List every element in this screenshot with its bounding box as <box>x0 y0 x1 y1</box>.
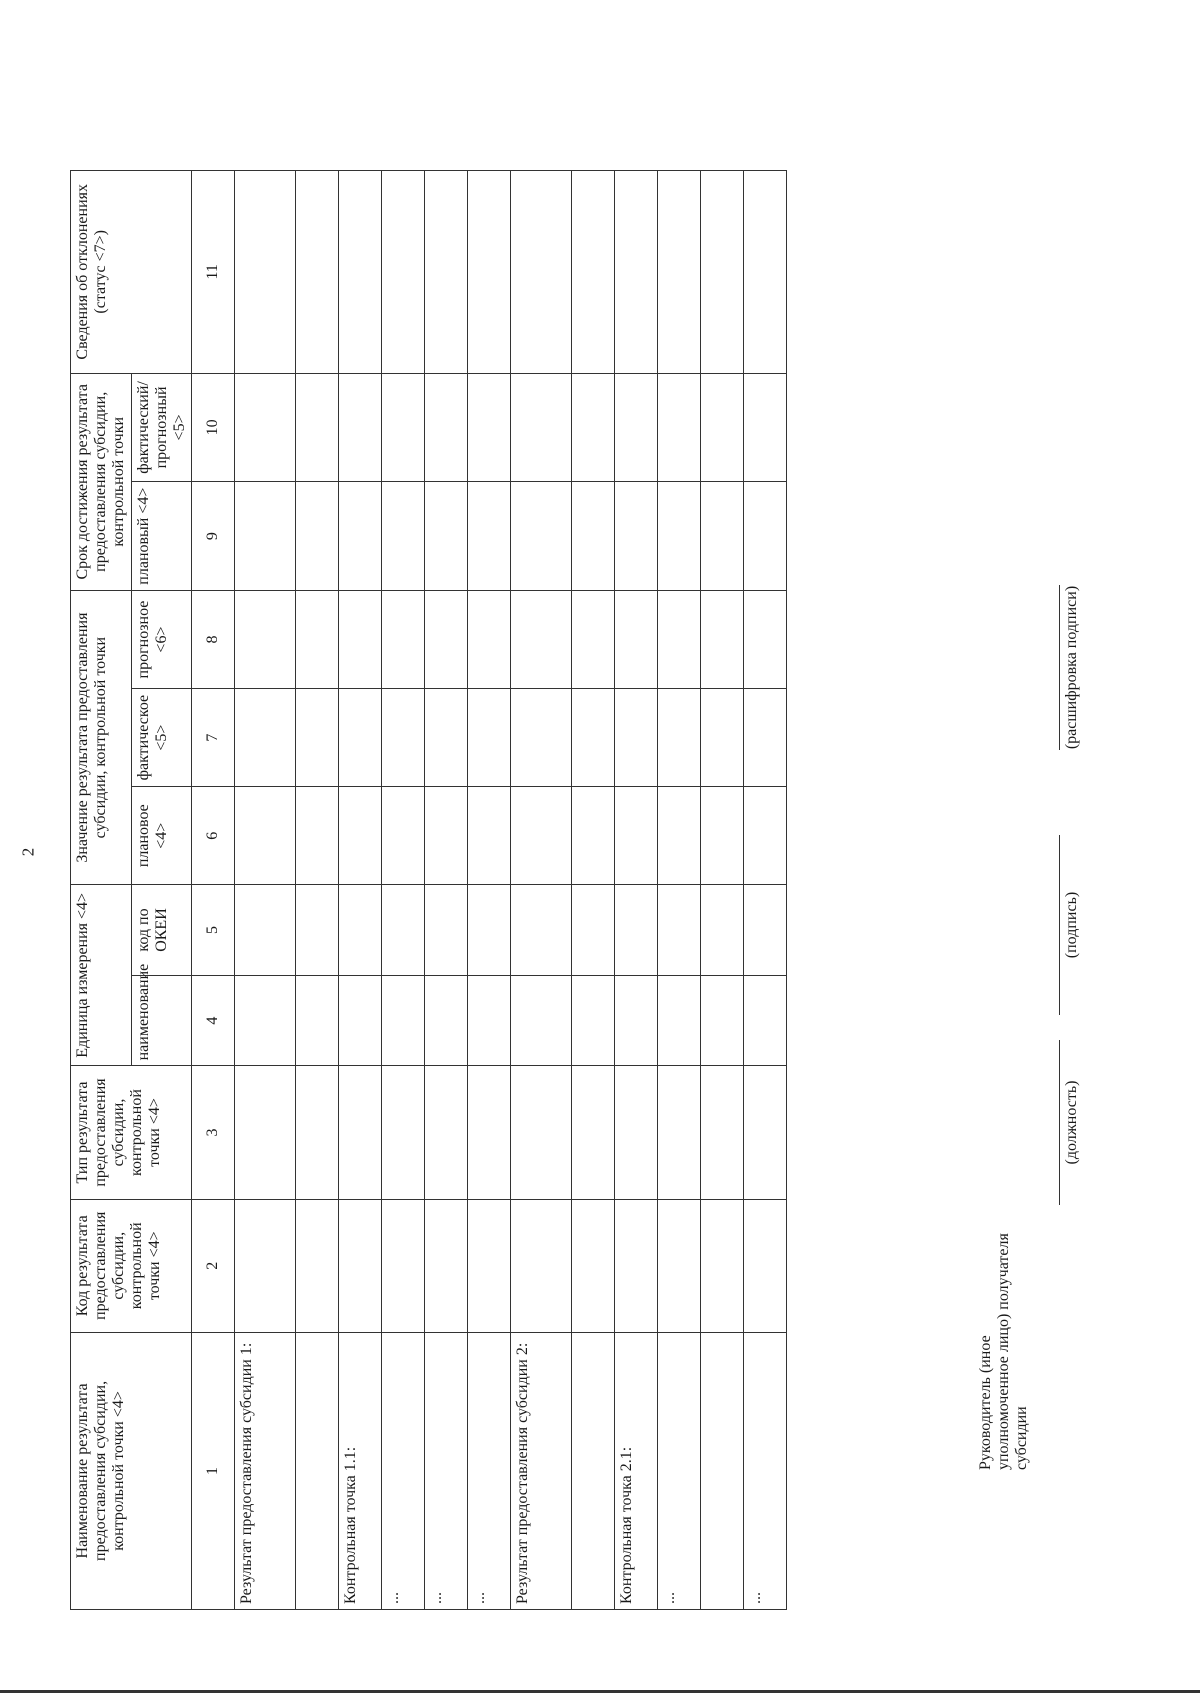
column-number: 1 <box>192 1332 235 1609</box>
table-cell <box>744 1199 787 1332</box>
table-cell <box>425 689 468 787</box>
table-cell <box>572 171 615 374</box>
table-cell <box>744 787 787 885</box>
table-cell <box>701 787 744 885</box>
table-cell <box>701 373 744 482</box>
signature-line <box>1059 835 1060 1015</box>
row-label: Контрольная точка 2.1: <box>615 1332 658 1609</box>
table-cell <box>382 171 425 374</box>
decoding-caption: (расшифровка подписи) <box>1063 585 1080 750</box>
table-row <box>425 171 468 1610</box>
table-cell <box>425 1066 468 1199</box>
column-number: 4 <box>192 975 235 1066</box>
table-cell <box>468 1066 511 1199</box>
table-cell <box>658 482 701 591</box>
header-value-plan: плановое <4> <box>131 787 192 885</box>
table-cell <box>425 482 468 591</box>
table-cell <box>511 1199 572 1332</box>
table-cell <box>296 1199 339 1332</box>
table-cell <box>468 787 511 885</box>
table-cell <box>615 1199 658 1332</box>
signature-caption: (подпись) <box>1063 891 1080 959</box>
column-number: 2 <box>192 1199 235 1332</box>
table-cell <box>701 975 744 1066</box>
table-cell <box>701 689 744 787</box>
table-row <box>615 171 658 1610</box>
table-cell <box>339 787 382 885</box>
table-cell <box>701 1199 744 1332</box>
table-cell <box>511 689 572 787</box>
table-cell <box>701 1066 744 1199</box>
table-cell <box>382 975 425 1066</box>
table-cell <box>658 1199 701 1332</box>
table-cell <box>339 689 382 787</box>
table-cell <box>468 373 511 482</box>
table-row <box>658 171 701 1610</box>
table-cell <box>615 885 658 976</box>
table-cell <box>701 885 744 976</box>
scan-edge-rule <box>0 1690 1200 1693</box>
table-cell <box>235 975 296 1066</box>
table-row <box>296 171 339 1610</box>
table-cell <box>615 689 658 787</box>
signature-block <box>977 170 1127 1470</box>
table-cell <box>511 1066 572 1199</box>
table-cell <box>572 482 615 591</box>
table-cell <box>658 591 701 689</box>
table-cell <box>572 787 615 885</box>
table-cell <box>572 689 615 787</box>
table-cell <box>296 373 339 482</box>
row-label: ... <box>658 1332 701 1609</box>
table-row <box>744 171 787 1610</box>
table-cell <box>572 1066 615 1199</box>
table-cell <box>468 482 511 591</box>
table-cell <box>658 171 701 374</box>
table-cell <box>235 689 296 787</box>
column-number: 5 <box>192 885 235 976</box>
table-cell <box>296 171 339 374</box>
table-row <box>382 171 425 1610</box>
table-cell <box>701 171 744 374</box>
table-cell <box>572 975 615 1066</box>
table-cell <box>615 591 658 689</box>
table-cell <box>296 591 339 689</box>
signatory-title: Руководитель (иное уполномоченное лицо) получателя субсидии <box>977 1233 1030 1470</box>
table-cell <box>615 482 658 591</box>
table-cell <box>511 171 572 374</box>
table-cell <box>744 373 787 482</box>
table-row <box>468 171 511 1610</box>
header-term-plan: плановый <4> <box>131 482 192 591</box>
header-term: Срок достижения результата предоставления субсидии, контрольной точки <box>71 373 132 590</box>
row-label: Результат предоставления субсидии 1: <box>235 1332 296 1609</box>
table-cell <box>744 885 787 976</box>
decoding-line <box>1059 585 1060 750</box>
table-cell <box>339 1199 382 1332</box>
table-cell <box>744 689 787 787</box>
table-row <box>701 171 744 1610</box>
row-label: Контрольная точка 1.1: <box>339 1332 382 1609</box>
table-cell <box>658 885 701 976</box>
table-cell <box>615 171 658 374</box>
table-cell <box>339 591 382 689</box>
table-cell <box>572 591 615 689</box>
table-cell <box>468 171 511 374</box>
header-unit-name: наименование <box>131 975 192 1066</box>
table-cell <box>744 591 787 689</box>
table-cell <box>235 373 296 482</box>
table-cell <box>425 373 468 482</box>
table-cell <box>511 373 572 482</box>
table-cell <box>658 689 701 787</box>
table-row <box>572 171 615 1610</box>
table-cell <box>425 787 468 885</box>
column-numbers-row <box>192 171 235 1610</box>
table-cell <box>744 482 787 591</box>
table-cell <box>296 787 339 885</box>
column-number: 10 <box>192 373 235 482</box>
table-cell <box>296 1066 339 1199</box>
header-unit-okei: код по ОКЕИ <box>131 885 192 976</box>
table-cell <box>615 975 658 1066</box>
position-line <box>1059 1040 1060 1205</box>
table-cell <box>235 885 296 976</box>
table-cell <box>468 591 511 689</box>
table-cell <box>339 373 382 482</box>
table-cell <box>339 171 382 374</box>
table-cell <box>382 1199 425 1332</box>
table-cell <box>339 975 382 1066</box>
table-row <box>511 171 572 1610</box>
table-cell <box>235 1199 296 1332</box>
table-cell <box>382 885 425 976</box>
header-name: Наименование результата предоставления субсидии, контрольной точки <4> <box>71 1332 192 1609</box>
report-form <box>52 140 1152 1640</box>
table-cell <box>468 1199 511 1332</box>
table-cell <box>511 975 572 1066</box>
table-cell <box>382 689 425 787</box>
header-type: Тип результата предоставления субсидии, контрольной точки <4> <box>71 1066 192 1199</box>
table-cell <box>339 482 382 591</box>
table-cell <box>572 1199 615 1332</box>
table-cell <box>425 885 468 976</box>
row-label: Результат предоставления субсидии 2: <box>511 1332 572 1609</box>
table-cell <box>658 373 701 482</box>
table-cell <box>615 1066 658 1199</box>
header-term-fact: фактический/прогнозный <5> <box>131 373 192 482</box>
row-label: ... <box>425 1332 468 1609</box>
row-label: ... <box>382 1332 425 1609</box>
table-cell <box>382 373 425 482</box>
row-label <box>296 1332 339 1609</box>
table-cell <box>572 373 615 482</box>
column-number: 8 <box>192 591 235 689</box>
table-cell <box>511 885 572 976</box>
position-caption: (должность) <box>1063 1080 1080 1165</box>
table-cell <box>339 885 382 976</box>
table-cell <box>382 591 425 689</box>
table-cell <box>701 591 744 689</box>
header-deviation: Сведения об отклонениях (статус <7>) <box>71 171 192 374</box>
page-number: 2 <box>18 847 38 857</box>
table-cell <box>296 975 339 1066</box>
column-number: 11 <box>192 171 235 374</box>
header-unit: Единица измерения <4> <box>71 885 132 1066</box>
table-cell <box>511 591 572 689</box>
header-code: Код результата предоставления субсидии, контрольной точки <4> <box>71 1199 192 1332</box>
results-table <box>70 170 787 1610</box>
table-cell <box>468 885 511 976</box>
table-cell <box>235 1066 296 1199</box>
table-cell <box>701 482 744 591</box>
table-cell <box>511 787 572 885</box>
table-cell <box>425 591 468 689</box>
column-number: 3 <box>192 1066 235 1199</box>
table-row <box>339 171 382 1610</box>
table-cell <box>744 1066 787 1199</box>
row-label <box>572 1332 615 1609</box>
table-cell <box>615 787 658 885</box>
table-cell <box>511 482 572 591</box>
table-cell <box>615 373 658 482</box>
table-cell <box>235 171 296 374</box>
table-cell <box>296 885 339 976</box>
header-value: Значение результата предоставления субсидии, контрольной точки <box>71 591 132 885</box>
table-cell <box>425 975 468 1066</box>
table-cell <box>744 975 787 1066</box>
table-cell <box>296 482 339 591</box>
table-row <box>235 171 296 1610</box>
table-cell <box>425 171 468 374</box>
column-number: 9 <box>192 482 235 591</box>
table-cell <box>468 975 511 1066</box>
row-label <box>701 1332 744 1609</box>
table-cell <box>382 787 425 885</box>
table-cell <box>468 689 511 787</box>
table-cell <box>572 885 615 976</box>
table-cell <box>658 787 701 885</box>
table-cell <box>235 482 296 591</box>
table-cell <box>235 591 296 689</box>
table-cell <box>425 1199 468 1332</box>
table-cell <box>658 1066 701 1199</box>
table-cell <box>296 689 339 787</box>
column-number: 7 <box>192 689 235 787</box>
table-cell <box>744 171 787 374</box>
header-value-fact: фактическое <5> <box>131 689 192 787</box>
table-cell <box>339 1066 382 1199</box>
row-label: ... <box>468 1332 511 1609</box>
header-value-forecast: прогнозное <6> <box>131 591 192 689</box>
row-label: ... <box>744 1332 787 1609</box>
column-number: 6 <box>192 787 235 885</box>
table-cell <box>382 1066 425 1199</box>
table-cell <box>235 787 296 885</box>
table-cell <box>658 975 701 1066</box>
table-cell <box>382 482 425 591</box>
